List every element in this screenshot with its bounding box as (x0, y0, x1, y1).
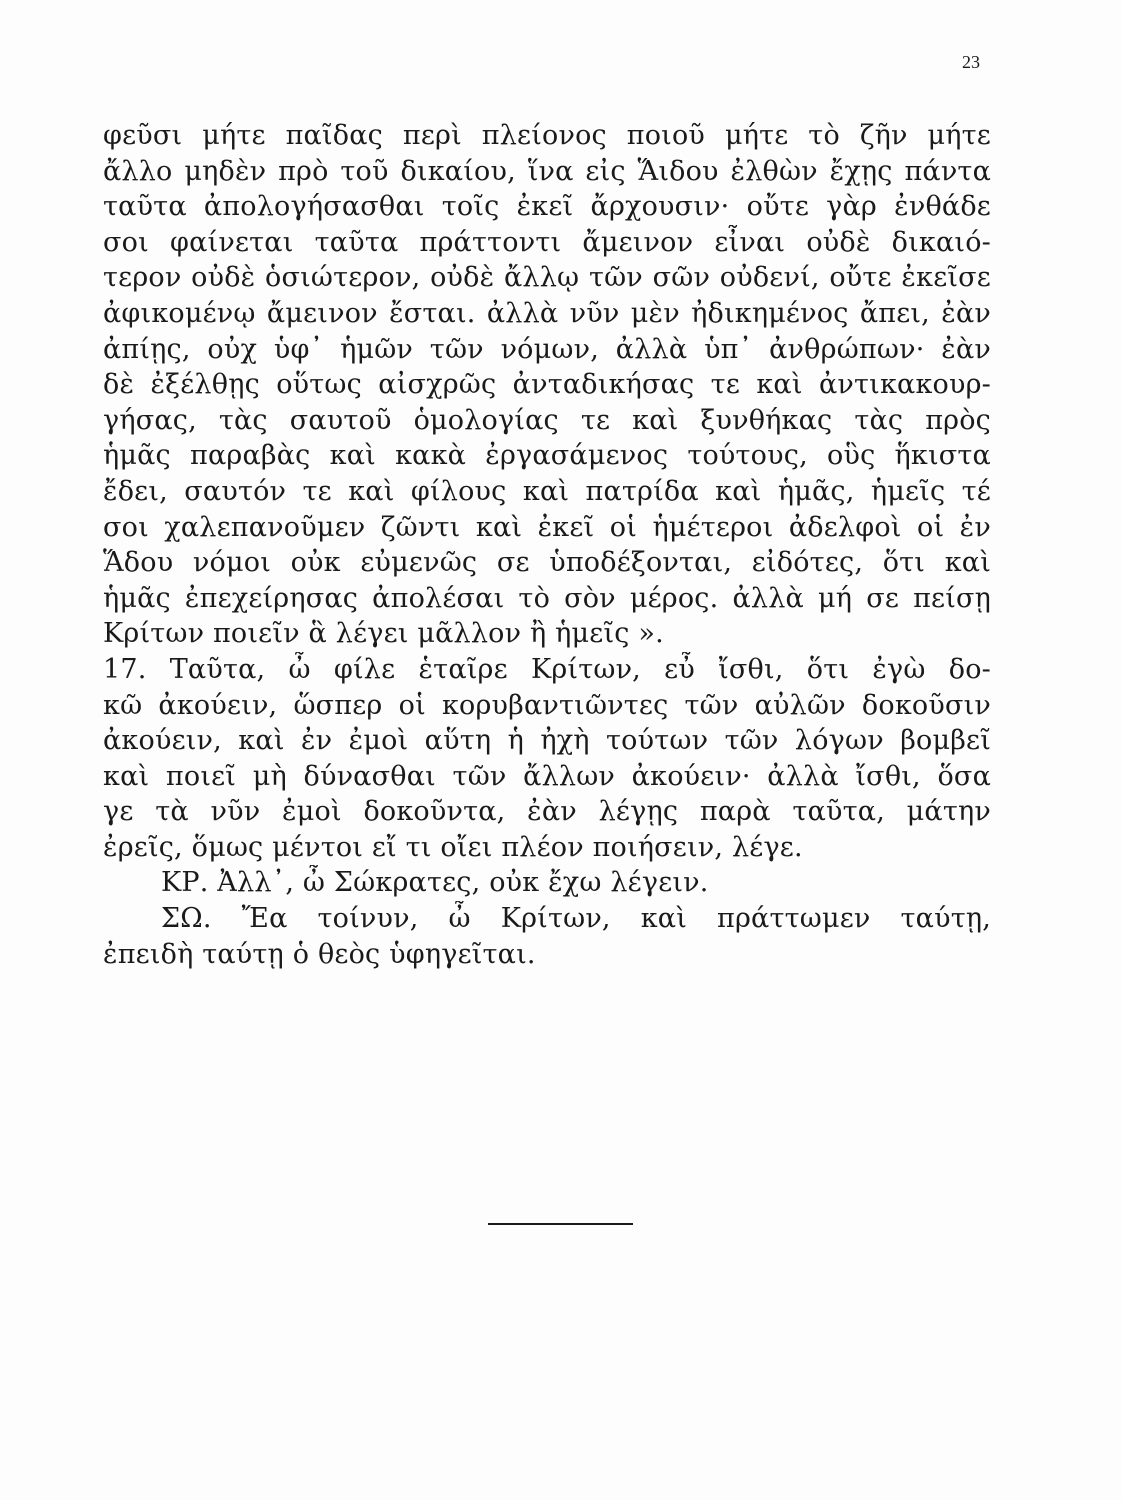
text-line: ταῦτα ἀπολογήσασθαι τοῖς ἐκεῖ ἄρχουσιν· οὔτε γὰρ ἐνθάδε (103, 191, 991, 223)
text-line: ἡμᾶς παραβὰς καὶ κακὰ ἐργασάμενος τούτους, οὓς ἥκιστα (103, 440, 991, 472)
dialogue-line-kr: ΚΡ. Ἀλλ᾽, ὦ Σώκρατες, οὐκ ἔχω λέγειν. (161, 867, 709, 899)
text-line: γε τὰ νῦν ἐμοὶ δοκοῦντα, ἐὰν λέγῃς παρὰ ταῦτα, μάτην (103, 796, 991, 828)
text-line: ἡμᾶς ἐπεχείρησας ἀπολέσαι τὸ σὸν μέρος. ἀλλὰ μή σε πείσῃ (103, 582, 991, 614)
text-line: ἔδει, σαυτόν τε καὶ φίλους καὶ πατρίδα καὶ ἡμᾶς, ἡμεῖς τέ (103, 475, 991, 507)
text-line: Κρίτων ποιεῖν ἃ λέγει μᾶλλον ἢ ἡμεῖς ». (103, 618, 664, 650)
main-text (103, 118, 991, 972)
text-line: ἐπειδὴ ταύτῃ ὁ θεὸς ὑφηγεῖται. (103, 938, 536, 970)
text-line: ἀπίῃς, οὐχ ὑφ᾽ ἡμῶν τῶν νόμων, ἀλλὰ ὑπ᾽ ἀνθρώπων· ἐὰν (103, 333, 991, 365)
text-line: ἐρεῖς, ὅμως μέντοι εἴ τι οἴει πλέον ποιήσειν, λέγε. (103, 831, 803, 863)
end-rule (488, 1223, 633, 1225)
text-line: κῶ ἀκούειν, ὥσπερ οἱ κορυβαντιῶντες τῶν αὐλῶν δοκοῦσιν (103, 689, 991, 721)
text-line: δὲ ἐξέλθῃς οὕτως αἰσχρῶς ἀνταδικήσας τε καὶ ἀντικακουρ- (103, 369, 991, 401)
text-line: καὶ ποιεῖ μὴ δύνασθαι τῶν ἄλλων ἀκούειν· ἀλλὰ ἴσθι, ὅσα (103, 760, 991, 792)
text-line: ἀφικομένῳ ἄμεινον ἔσται. ἀλλὰ νῦν μὲν ἠδικημένος ἄπει, ἐὰν (103, 297, 991, 329)
text-line: ἀκούειν, καὶ ἐν ἐμοὶ αὕτη ἡ ἠχὴ τούτων τῶν λόγων βομβεῖ (103, 725, 991, 757)
text-line: τερον οὐδὲ ὁσιώτερον, οὐδὲ ἄλλῳ τῶν σῶν οὐδενί, οὔτε ἐκεῖσε (103, 262, 991, 294)
text-line: Ἅδου νόμοι οὐκ εὐμενῶς σε ὑποδέξονται, εἰδότες, ὅτι καὶ (103, 547, 991, 579)
text-line: ἄλλο μηδὲν πρὸ τοῦ δικαίου, ἵνα εἰς Ἅιδου ἐλθὼν ἔχῃς πάντα (103, 155, 991, 187)
text-line: φεῦσι μήτε παῖδας περὶ πλείονος ποιοῦ μήτε τὸ ζῆν μήτε (103, 120, 991, 151)
section-17-line: 17. Ταῦτα, ὦ φίλε ἑταῖρε Κρίτων, εὖ ἴσθι, ὅτι ἐγὼ δο- (103, 653, 991, 685)
text-line: γήσας, τὰς σαυτοῦ ὁμολογίας τε καὶ ξυνθήκας τὰς πρὸς (103, 404, 991, 436)
text-line: σοι φαίνεται ταῦτα πράττοντι ἄμεινον εἶναι οὐδὲ δικαιό- (103, 226, 991, 258)
text-line: σοι χαλεπανοῦμεν ζῶντι καὶ ἐκεῖ οἱ ἡμέτεροι ἀδελφοὶ οἱ ἐν (103, 511, 991, 543)
dialogue-line-so: ΣΩ. Ἔα τοίνυν, ὦ Κρίτων, καὶ πράττωμεν ταύτῃ, (161, 903, 991, 935)
page-number: 23 (962, 52, 980, 72)
